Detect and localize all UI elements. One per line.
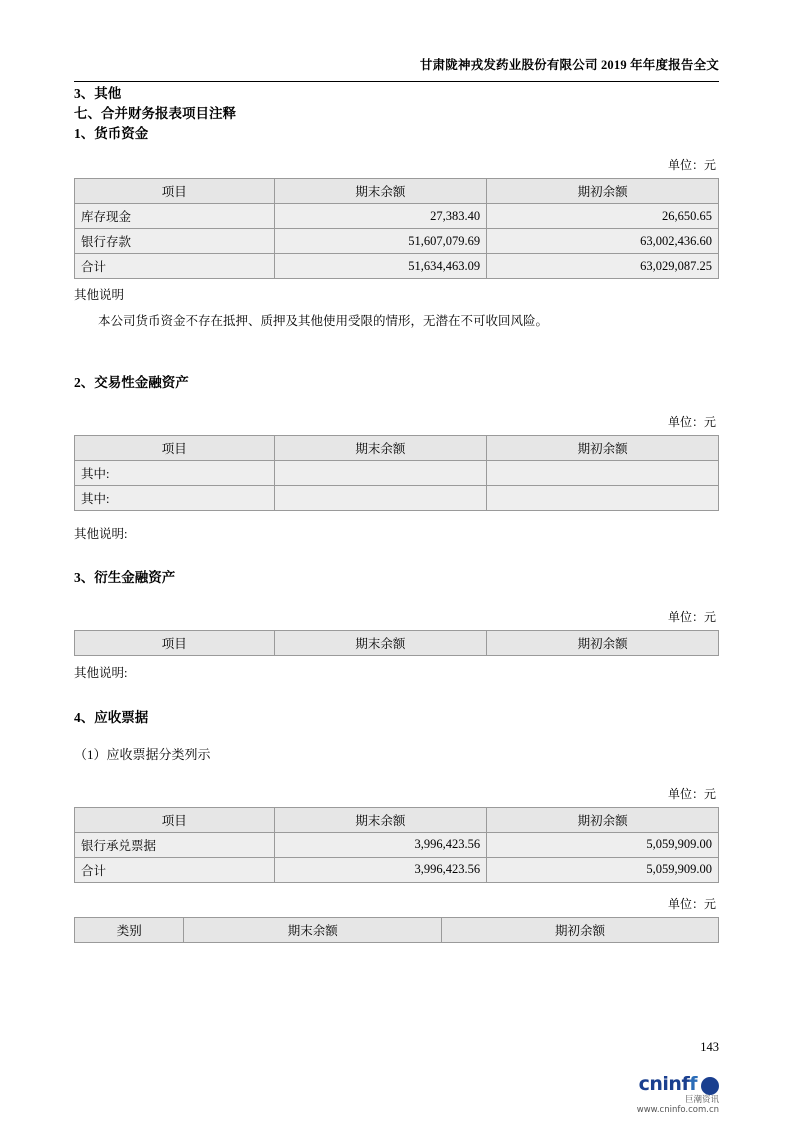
col-header-item: 项目 xyxy=(75,435,275,460)
cell-item: 银行承兑票据 xyxy=(75,832,275,857)
note-derivative: 其他说明: xyxy=(74,665,128,680)
unit-label-notes: 单位：元 xyxy=(667,786,716,801)
unit-label-monetary: 单位：元 xyxy=(667,158,716,172)
table-row xyxy=(75,857,719,882)
cell-item: 其中: xyxy=(75,485,275,510)
col-header-beginning: 期初余额 xyxy=(487,435,719,460)
table-monetary-funds xyxy=(74,178,719,279)
table-header-row xyxy=(75,435,719,460)
section-item-3-other: 3、其他 xyxy=(74,86,122,101)
logo-mark-icon xyxy=(701,1077,719,1095)
cell-beginning: 63,029,087.25 xyxy=(487,254,719,279)
cell-ending xyxy=(274,485,487,510)
col-header-ending: 期末余额 xyxy=(274,630,487,655)
col-header-ending: 期末余额 xyxy=(274,807,487,832)
cell-ending xyxy=(274,460,487,485)
table-category xyxy=(74,917,719,943)
note-trading: 其他说明: xyxy=(74,526,128,541)
unit-label-category: 单位：元 xyxy=(667,896,716,911)
cell-ending: 51,634,463.09 xyxy=(274,254,487,279)
table-header-row xyxy=(75,917,719,942)
table-notes-receivable xyxy=(74,807,719,883)
section-2-title: 2、交易性金融资产 xyxy=(74,374,189,390)
col-header-beginning: 期初余额 xyxy=(487,630,719,655)
page-header xyxy=(74,0,719,73)
table-row xyxy=(75,204,719,229)
table-header-row xyxy=(75,179,719,204)
col-header-item: 项目 xyxy=(75,807,275,832)
cell-beginning: 63,002,436.60 xyxy=(487,229,719,254)
table-row xyxy=(75,229,719,254)
cell-beginning xyxy=(487,460,719,485)
section-4-sub-title: （1）应收票据分类列示 xyxy=(74,746,211,762)
table-trading-financial-assets xyxy=(74,435,719,511)
col-header-beginning: 期初余额 xyxy=(487,807,719,832)
col-header-beginning: 期初余额 xyxy=(487,179,719,204)
note-text-monetary: 本公司货币资金不存在抵押、质押及其他使用受限的情形，无潜在不可收回风险。 xyxy=(98,314,549,328)
col-header-category: 类别 xyxy=(75,917,184,942)
cell-item: 合计 xyxy=(75,857,275,882)
cell-ending: 3,996,423.56 xyxy=(274,832,487,857)
cninfo-logo xyxy=(637,1074,719,1116)
logo-brand-cn: 巨潮资讯 xyxy=(684,1094,719,1105)
section-seven-title: 七、合并财务报表项目注释 xyxy=(74,106,236,121)
cell-item: 其中: xyxy=(75,460,275,485)
page-number: 143 xyxy=(700,1040,719,1054)
unit-label-trading: 单位：元 xyxy=(667,414,716,429)
cell-item: 银行存款 xyxy=(75,229,275,254)
cell-ending: 3,996,423.56 xyxy=(274,857,487,882)
logo-brand-url: www.cninfo.com.cn xyxy=(636,1105,719,1116)
table-derivative-financial-assets xyxy=(74,630,719,656)
table-row xyxy=(75,485,719,510)
logo-brand-accent: f xyxy=(689,1073,697,1095)
col-header-item: 项目 xyxy=(75,630,275,655)
col-header-ending: 期末余额 xyxy=(274,435,487,460)
table-row xyxy=(75,460,719,485)
cell-beginning: 26,650.65 xyxy=(487,204,719,229)
col-header-beginning: 期初余额 xyxy=(442,917,719,942)
col-header-ending: 期末余额 xyxy=(274,179,487,204)
note-label-monetary: 其他说明 xyxy=(74,288,125,302)
section-4-title: 4、应收票据 xyxy=(74,709,149,725)
table-header-row xyxy=(75,630,719,655)
section-1-title: 1、货币资金 xyxy=(74,126,149,141)
section-3-title: 3、衍生金融资产 xyxy=(74,569,176,585)
cell-item: 库存现金 xyxy=(75,204,275,229)
table-header-row xyxy=(75,807,719,832)
col-header-ending: 期末余额 xyxy=(184,917,442,942)
col-header-item: 项目 xyxy=(75,179,275,204)
cell-ending: 27,383.40 xyxy=(274,204,487,229)
cell-item: 合计 xyxy=(75,254,275,279)
cell-beginning: 5,059,909.00 xyxy=(487,857,719,882)
table-row xyxy=(75,254,719,279)
logo-brand-text: cninff xyxy=(638,1073,697,1095)
cell-beginning: 5,059,909.00 xyxy=(487,832,719,857)
unit-label-derivative: 单位：元 xyxy=(667,609,716,624)
table-row xyxy=(75,832,719,857)
header-title: 甘肃陇神戎发药业股份有限公司 2019 年年度报告全文 xyxy=(419,58,719,72)
cell-ending: 51,607,079.69 xyxy=(274,229,487,254)
cell-beginning xyxy=(487,485,719,510)
